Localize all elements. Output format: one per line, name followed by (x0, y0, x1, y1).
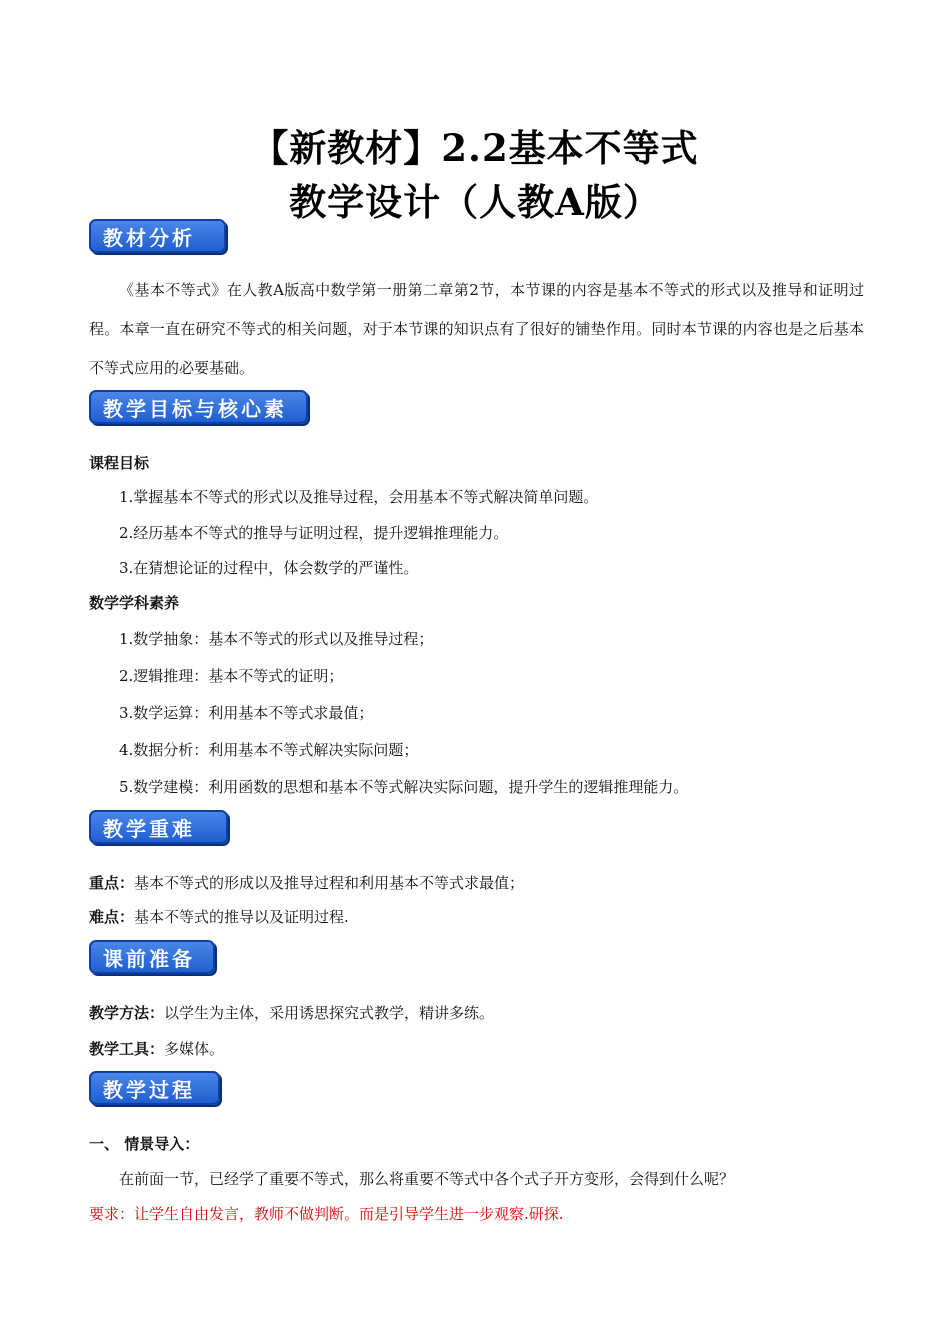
section-badge-process: 教学过程 (89, 1071, 220, 1105)
key-point-line (89, 872, 524, 893)
literacy-item: 4.数据分析：利用基本不等式解决实际问题； (119, 741, 419, 759)
key-point-text: 基本不等式的形成以及推导过程和利用基本不等式求最值； (134, 874, 525, 892)
difficult-point-label: 难点： (89, 908, 135, 926)
section-badge-analysis: 教材分析 (89, 219, 226, 253)
analysis-paragraph: 《基本不等式》在人教A版高中数学第一册第二章第2节，本节课的内容是基本不等式的形式以及推导和证明过程。本章一直在研究不等式的相关问题，对于本节课的知识点有了很好的铺垫作用。同时本节课的内容也是之后基本不等式应用的必要基础。 (89, 281, 864, 377)
literacy-item: 2.逻辑推理：基本不等式的证明； (119, 667, 344, 685)
teaching-method-text: 以学生为主体，采用诱思探究式教学，精讲多练。 (164, 1004, 495, 1022)
course-goal-item: 2.经历基本不等式的推导与证明过程，提升逻辑推理能力。 (119, 524, 509, 542)
teaching-tool-label: 教学工具： (89, 1040, 165, 1058)
requirement-text: 要求：让学生自由发言，教师不做判断。而是引导学生进一步观察.研探. (89, 1205, 564, 1223)
section-badge-key-points: 教学重难点 (89, 810, 228, 844)
document-title-line1: 【新教材】2.2基本不等式 (251, 126, 699, 170)
literacy-item: 5.数学建模：利用函数的思想和基本不等式解决实际问题，提升学生的逻辑推理能力。 (119, 778, 689, 796)
key-point-label: 重点： (89, 874, 135, 892)
section-badge-preparation: 课前准备 (89, 940, 215, 974)
teaching-tool-text: 多媒体。 (164, 1040, 225, 1058)
document-title-line2: 教学设计（人教A版） (289, 180, 661, 224)
section-badge-goals: 教学目标与核心素养 (89, 390, 308, 424)
course-goal-item: 1.掌握基本不等式的形式以及推导过程，会用基本不等式解决简单问题。 (119, 488, 599, 506)
difficult-point-line (89, 906, 349, 927)
course-goals-heading: 课程目标 (89, 454, 150, 472)
course-goal-item: 3.在猜想论证的过程中，体会数学的严谨性。 (119, 559, 419, 577)
literacy-heading: 数学学科素养 (89, 594, 180, 612)
step1-text: 在前面一节，已经学了重要不等式，那么将重要不等式中各个式子开方变形，会得到什么呢？ (119, 1170, 735, 1188)
teaching-method-line (89, 1002, 494, 1023)
teaching-method-label: 教学方法： (89, 1004, 165, 1022)
difficult-point-text: 基本不等式的推导以及证明过程. (134, 908, 349, 926)
literacy-item: 1.数学抽象：基本不等式的形式以及推导过程； (119, 630, 434, 648)
literacy-item: 3.数学运算：利用基本不等式求最值； (119, 704, 374, 722)
teaching-tool-line (89, 1038, 224, 1059)
step1-heading: 一、 情景导入： (89, 1135, 200, 1153)
